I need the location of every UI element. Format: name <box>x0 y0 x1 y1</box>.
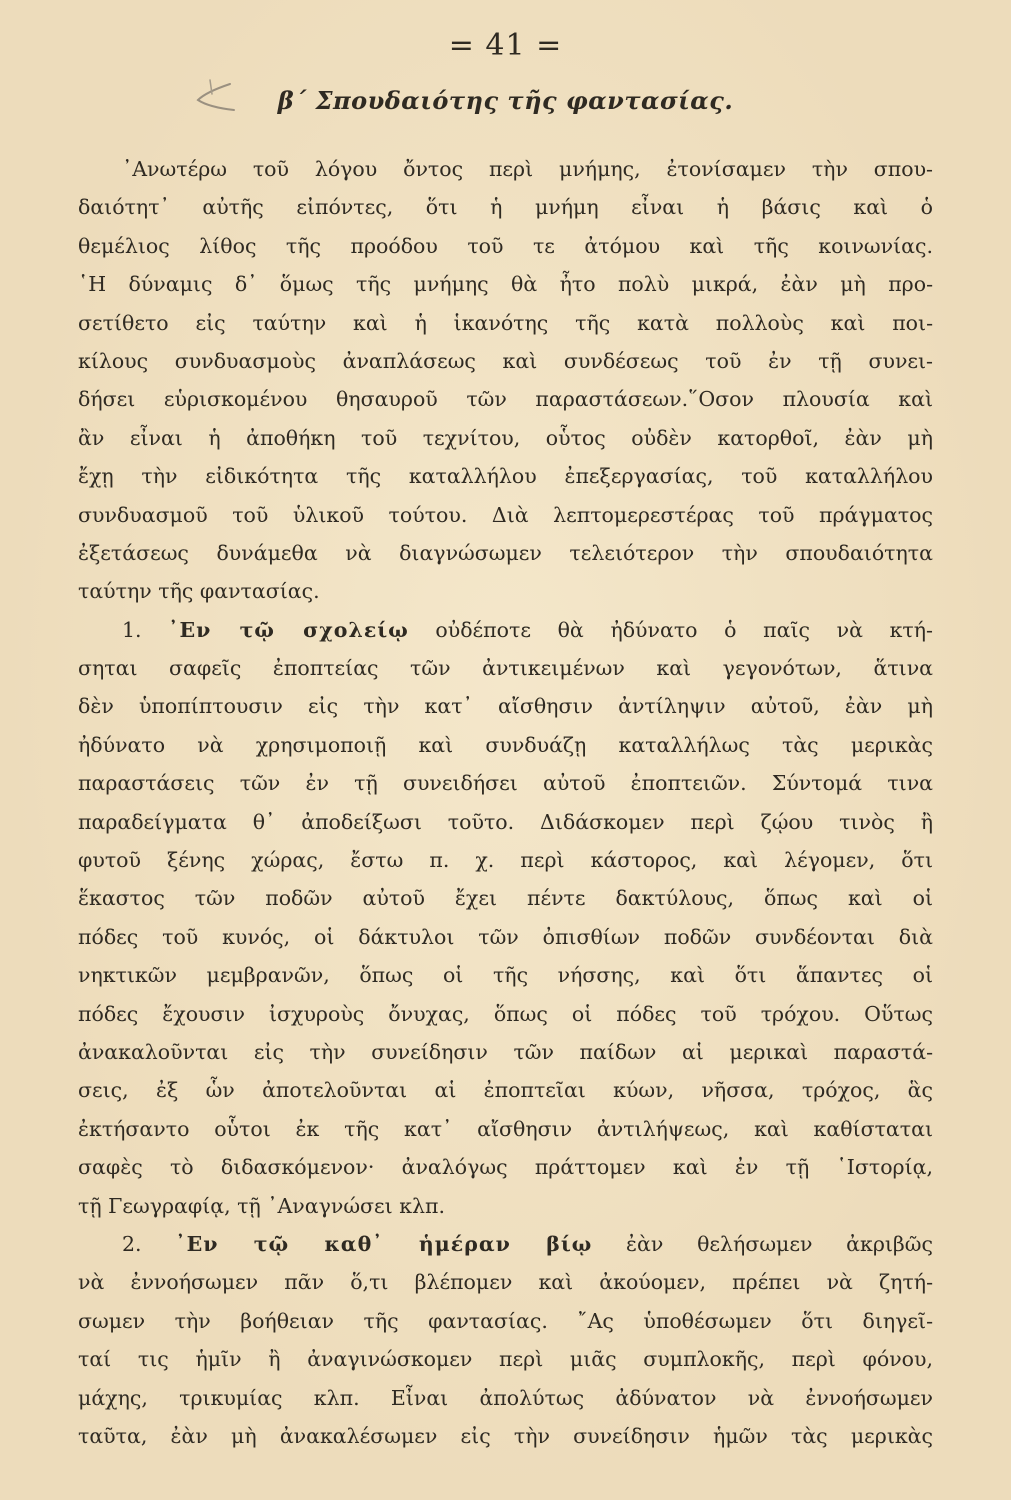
text-line: σεις, ἐξ ὧν ἀποτελοῦνται αἱ ἐποπτεῖαι κύων, νῆσσα, τρόχος, ἃς <box>78 1078 933 1103</box>
item-2-heading: ᾿Εν τῷ καθ᾿ ἡμέραν βίῳ <box>175 1231 593 1256</box>
text-line: ταῦτα, ἐὰν μὴ ἀνακαλέσωμεν εἰς τὴν συνείδησιν ἡμῶν τὰς μερικὰς <box>78 1423 933 1448</box>
text-line: δαιότητ᾿ αὐτῆς εἰπόντες, ὅτι ἡ μνήμη εἶναι ἡ βάσις καὶ ὁ <box>78 195 933 220</box>
page-number: = 41 = <box>448 28 563 63</box>
text-line: ᾿Ανωτέρω τοῦ λόγου ὄντος περὶ μνήμης, ἐτονίσαμεν τὴν σπου- <box>122 157 933 181</box>
item-1-line <box>78 611 933 649</box>
text-line: ἐὰν θελήσωμεν ἀκριβῶς <box>626 1231 933 1256</box>
item-1-number: 1. <box>122 617 142 642</box>
text-line: θεμέλιος λίθος τῆς προόδου τοῦ τε ἀτόμου καὶ τῆς κοινωνίας. <box>78 233 933 258</box>
text-line: ταύτην τῆς φαντασίας. <box>78 579 320 604</box>
text-line: ῾Η δύναμις δ᾿ ὅμως τῆς μνήμης θὰ ἦτο πολὺ μικρά, ἐὰν μὴ προ- <box>78 272 933 297</box>
text-line: ἐκτήσαντο οὗτοι ἐκ τῆς κατ᾿ αἴσθησιν ἀντιλήψεως, καὶ καθίσταται <box>78 1116 933 1141</box>
text-line: σωμεν τὴν βοήθειαν τῆς φαντασίας. ῎Ας ὑποθέσωμεν ὅτι διηγεῖ- <box>78 1308 933 1333</box>
text-line: ταί τις ἡμῖν ἢ ἀναγινώσκομεν περὶ μιᾶς συμπλοκῆς, περὶ φόνου, <box>78 1347 933 1372</box>
text-line: δὲν ὑποπίπτουσιν εἰς τὴν κατ᾿ αἴσθησιν ἀντίληψιν αὐτοῦ, ἐὰν μὴ <box>78 694 933 719</box>
text-line: κίλους συνδυασμοὺς ἀναπλάσεως καὶ συνδέσεως τοῦ ἐν τῇ συνει- <box>78 348 933 373</box>
item-2-line <box>78 1225 933 1263</box>
text-line: νηκτικῶν μεμβρανῶν, ὅπως οἱ τῆς νήσσης, καὶ ὅτι ἅπαντες οἱ <box>78 963 933 988</box>
text-line: παραστάσεις τῶν ἐν τῇ συνειδήσει αὐτοῦ ἐποπτειῶν. Σύντομά τινα <box>78 771 933 796</box>
text-line: νὰ ἐννοήσωμεν πᾶν ὅ,τι βλέπομεν καὶ ἀκούομεν, πρέπει νὰ ζητή- <box>78 1270 933 1295</box>
text-line: παραδείγματα θ᾿ ἀποδείξωσι τοῦτο. Διδάσκομεν περὶ ζῴου τινὸς ἢ <box>78 809 933 834</box>
body-text <box>78 150 933 1455</box>
text-line: πόδες ἔχουσιν ἰσχυροὺς ὄνυχας, ὅπως οἱ πόδες τοῦ τρόχου. Οὕτως <box>78 1001 933 1026</box>
text-line: ἠδύνατο ὁ παῖς νὰ κτή- <box>610 617 933 642</box>
text-line: ἐξετάσεως δυνάμεθα νὰ διαγνώσωμεν τελειότερον τὴν σπουδαιότητα <box>78 540 933 565</box>
text-line: μάχης, τρικυμίας κλπ. Εἶναι ἀπολύτως ἀδύνατον νὰ ἐννοήσωμεν <box>78 1385 933 1410</box>
text-line: πόδες τοῦ κυνός, οἱ δάκτυλοι τῶν ὀπισθίων ποδῶν συνδέονται διὰ <box>78 924 933 949</box>
text-line: σηται σαφεῖς ἐποπτείας τῶν ἀντικειμένων καὶ γεγονότων, ἅτινα <box>78 656 933 681</box>
section-title: β΄ Σπουδαιότης τῆς φαντασίας. <box>277 86 734 115</box>
text-line: φυτοῦ ξένης χώρας, ἔστω π. χ. περὶ κάστορος, καὶ λέγομεν, ὅτι <box>78 848 933 873</box>
text-line: ἠδύνατο νὰ χρησιμοποιῇ καὶ συνδυάζῃ καταλλήλως τὰς μερικὰς <box>78 732 933 757</box>
text-line: ἀνακαλοῦνται εἰς τὴν συνείδησιν τῶν παίδων αἱ μερικαὶ παραστά- <box>78 1039 933 1064</box>
text-line: ἂν εἶναι ἡ ἀποθήκη τοῦ τεχνίτου, οὗτος οὐδὲν κατορθοῖ, ἐὰν μὴ <box>78 425 933 450</box>
text-line: τῇ Γεωγραφίᾳ, τῇ ᾿Αναγνώσει κλπ. <box>78 1193 446 1218</box>
item-2-number: 2. <box>122 1231 142 1256</box>
text-line: σετίθετο εἰς ταύτην καὶ ἡ ἱκανότης τῆς κατὰ πολλοὺς καὶ ποι- <box>78 310 933 335</box>
text-line: δήσει εὑρισκομένου θησαυροῦ τῶν παραστάσεων.῞Οσον πλουσία καὶ <box>78 387 933 412</box>
item-1-lead: οὐδέποτε θὰ <box>435 617 584 642</box>
text-line: συνδυασμοῦ τοῦ ὑλικοῦ τούτου. Διὰ λεπτομερεστέρας τοῦ πράγματος <box>78 502 933 527</box>
item-1-heading: ᾿Εν τῷ σχολείῳ <box>168 617 409 642</box>
text-line: ἔχῃ τὴν εἰδικότητα τῆς καταλλήλου ἐπεξεργασίας, τοῦ καταλλήλου <box>78 464 933 489</box>
text-line: σαφὲς τὸ διδασκόμενον· ἀναλόγως πράττομεν καὶ ἐν τῇ ῾Ιστορίᾳ, <box>78 1155 933 1180</box>
text-line: ἕκαστος τῶν ποδῶν αὐτοῦ ἔχει πέντε δακτύλους, ὅπως καὶ οἱ <box>78 886 933 911</box>
